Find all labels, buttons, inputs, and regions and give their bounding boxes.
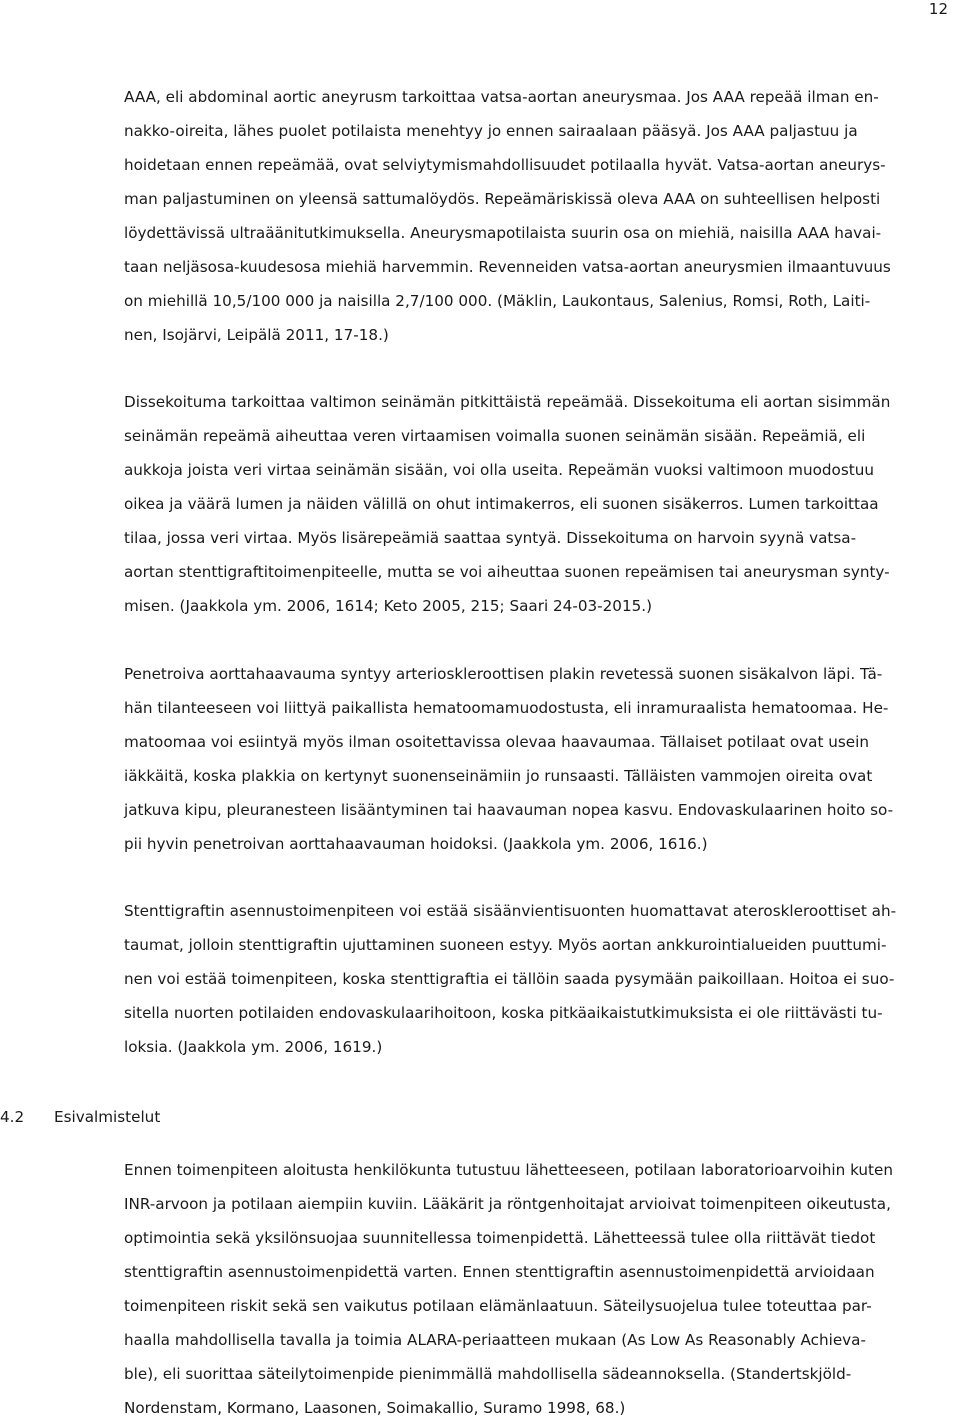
text-line: sitella nuorten potilaiden endovaskulaarihoitoon, koska pitkäaikaistutkimuksista ei ole riittävästi tu- <box>124 1004 883 1022</box>
text-line: misen. (Jaakkola ym. 2006, 1614; Keto 2005, 215; Saari 24-03-2015.) <box>124 597 653 615</box>
text-line: Stenttigraftin asennustoimenpiteen voi estää sisäänvientisuonten huomattavat ateroskleroottiset ah- <box>124 902 897 920</box>
paragraph-stenttigraftin <box>124 894 960 1064</box>
section-heading <box>0 1100 160 1134</box>
paragraph-esivalmistelut <box>124 1153 960 1425</box>
text-line: löydettävissä ultraäänitutkimuksella. Aneurysmapotilaista suurin osa on miehiä, naisilla AAA havai- <box>124 224 882 242</box>
text-line: taumat, jolloin stenttigraftin ujuttaminen suoneen estyy. Myös aortan ankkurointialueiden puuttumi- <box>124 936 887 954</box>
text-line: optimointia sekä yksilönsuojaa suunnitellessa toimenpidettä. Lähetteessä tulee olla riittävät tiedot <box>124 1229 876 1247</box>
text-line: INR-arvoon ja potilaan aiempiin kuviin. Lääkärit ja röntgenhoitajat arvioivat toimenpiteen oikeutusta, <box>124 1195 891 1213</box>
text-line: Ennen toimenpiteen aloitusta henkilökunta tutustuu lähetteeseen, potilaan laboratorioarvoihin kuten <box>124 1161 893 1179</box>
text-line: seinämän repeämä aiheuttaa veren virtaamisen voimalla suonen seinämän sisään. Repeämiä, eli <box>124 427 866 445</box>
text-line: aortan stenttigraftitoimenpiteelle, mutta se voi aiheuttaa suonen repeämisen tai aneurysman synty- <box>124 563 890 581</box>
page-number: 12 <box>928 0 948 18</box>
text-line: stenttigraftin asennustoimenpidettä varten. Ennen stenttigraftin asennustoimenpidettä arvioidaan <box>124 1263 875 1281</box>
text-line: AAA, eli abdominal aortic aneyrusm tarkoittaa vatsa-aortan aneurysmaa. Jos AAA repeää ilman en- <box>124 88 879 106</box>
text-line: taan neljäsosa-kuudesosa miehiä harvemmin. Revenneiden vatsa-aortan aneurysmien ilmaantuvuus <box>124 258 891 276</box>
text-line: pii hyvin penetroivan aorttahaavauman hoidoksi. (Jaakkola ym. 2006, 1616.) <box>124 835 708 853</box>
text-line: ble), eli suorittaa säteilytoimenpide pienimmällä mahdollisella sädeannoksella. (Standertskjöld- <box>124 1365 852 1383</box>
text-line: nen, Isojärvi, Leipälä 2011, 17-18.) <box>124 326 389 344</box>
paragraph-aaa <box>124 80 960 352</box>
text-line: oikea ja väärä lumen ja näiden välillä on ohut intimakerros, eli suonen sisäkerros. Lumen tarkoittaa <box>124 495 879 513</box>
text-line: tilaa, jossa veri virtaa. Myös lisärepeämiä saattaa syntyä. Dissekoituma on harvoin syynä vatsa- <box>124 529 857 547</box>
paragraph-penetroiva <box>124 657 960 861</box>
text-line: man paljastuminen on yleensä sattumalöydös. Repeämäriskissä oleva AAA on suhteellisen helposti <box>124 190 881 208</box>
section-title: Esivalmistelut <box>54 1108 161 1126</box>
text-line: nen voi estää toimenpiteen, koska stenttigraftia ei tällöin saada pysymään paikoillaan. Hoitoa ei suo- <box>124 970 895 988</box>
text-line: matoomaa voi esiintyä myös ilman osoitettavissa olevaa haavaumaa. Tällaiset potilaat ovat usein <box>124 733 869 751</box>
paragraph-dissekoituma <box>124 385 960 623</box>
text-line: on miehillä 10,5/100 000 ja naisilla 2,7/100 000. (Mäklin, Laukontaus, Salenius, Romsi, Roth, Laiti- <box>124 292 871 310</box>
text-line: toimenpiteen riskit sekä sen vaikutus potilaan elämänlaatuun. Säteilysuojelua tulee toteuttaa par- <box>124 1297 872 1315</box>
text-line: Penetroiva aorttahaavauma syntyy arterioskleroottisen plakin revetessä suonen sisäkalvon läpi. Tä- <box>124 665 883 683</box>
text-line: iäkkäitä, koska plakkia on kertynyt suonenseinämiin jo runsaasti. Tälläisten vammojen oireita ovat <box>124 767 873 785</box>
text-line: Nordenstam, Kormano, Laasonen, Soimakallio, Suramo 1998, 68.) <box>124 1399 626 1417</box>
text-line: hän tilanteeseen voi liittyä paikallista hematoomamuodostusta, eli inramuraalista hematoomaa. He- <box>124 699 889 717</box>
text-line: aukkoja joista veri virtaa seinämän sisään, voi olla useita. Repeämän vuoksi valtimoon muodostuu <box>124 461 874 479</box>
text-line: haalla mahdollisella tavalla ja toimia ALARA-periaatteen mukaan (As Low As Reasonably Achieva- <box>124 1331 866 1349</box>
text-line: jatkuva kipu, pleuranesteen lisääntyminen tai haavauman nopea kasvu. Endovaskulaarinen hoito so- <box>124 801 894 819</box>
text-line: nakko-oireita, lähes puolet potilaista menehtyy jo ennen sairaalaan pääsyä. Jos AAA paljastuu ja <box>124 122 858 140</box>
text-line: Dissekoituma tarkoittaa valtimon seinämän pitkittäistä repeämää. Dissekoituma eli aortan sisimmän <box>124 393 891 411</box>
text-line: loksia. (Jaakkola ym. 2006, 1619.) <box>124 1038 383 1056</box>
text-line: hoidetaan ennen repeämää, ovat selviytymismahdollisuudet potilaalla hyvät. Vatsa-aortan aneurys- <box>124 156 886 174</box>
section-number: 4.2 <box>0 1108 25 1126</box>
